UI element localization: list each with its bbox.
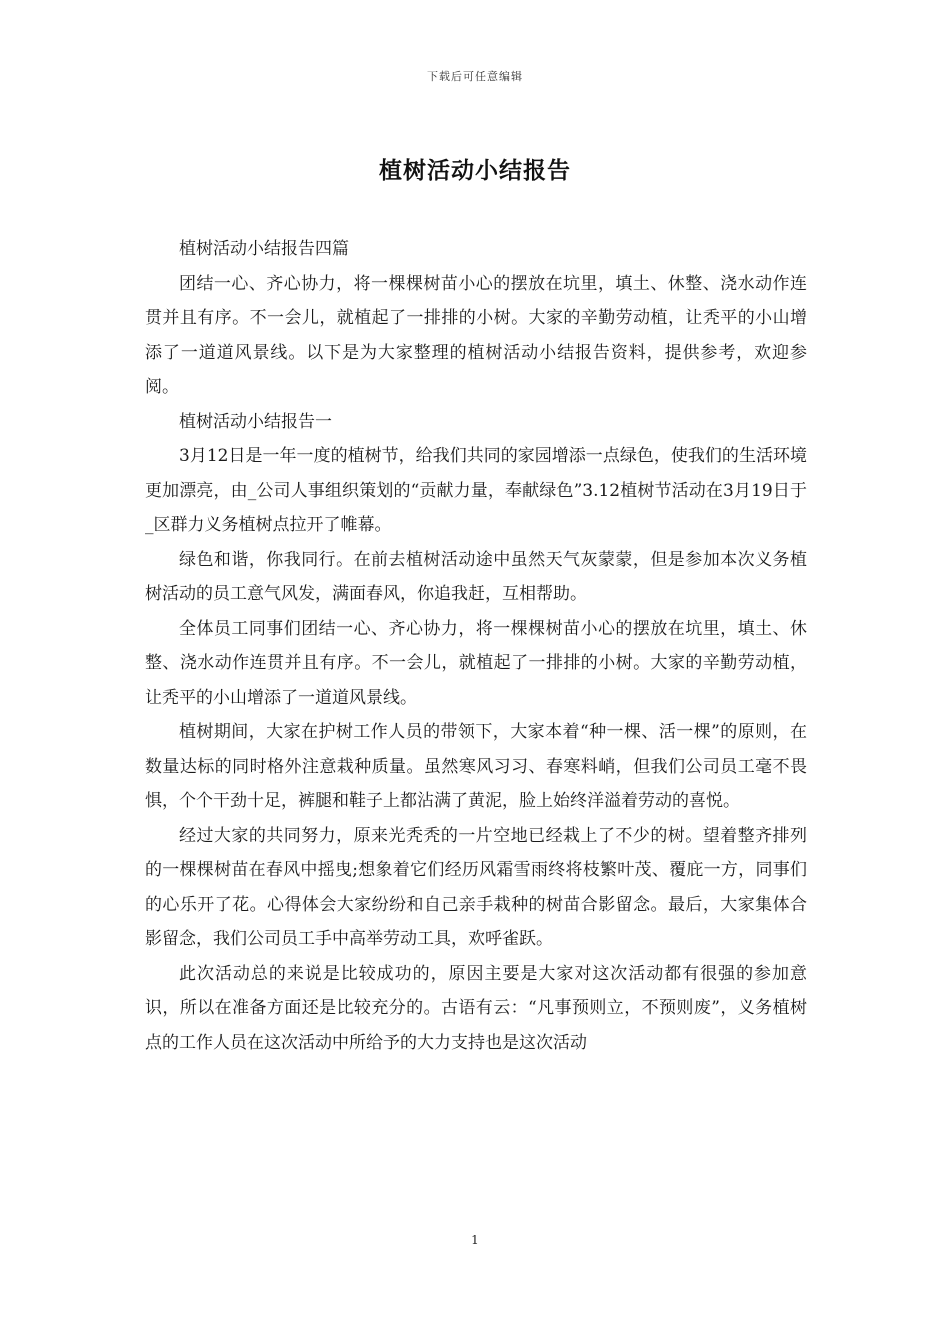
paragraph-teamwork: 全体员工同事们团结一心、齐心协力，将一棵棵树苗小心的摆放在坑里，填土、休整、浇水动作连贯并且有序。不一会儿，就植起了一排排的小树。大家的辛勤劳动植，让秃平的小山增添了一道道风景线。 xyxy=(145,618,807,708)
paragraph-planting-period: 植树期间，大家在护树工作人员的带领下，大家本着“种一棵、活一棵”的原则，在数量达标的同时格外注意栽种质量。虽然寒风习习、春寒料峭，但我们公司员工毫不畏惧，个个干劲十足，裤腿和鞋子上都沾满了黄泥，脸上始终洋溢着劳动的喜悦。 xyxy=(145,722,807,811)
paragraph-results: 经过大家的共同努力，原来光秃秃的一片空地已经栽上了不少的树。望着整齐排列的一棵棵树苗在春风中摇曳;想象着它们经历风霜雪雨终将枝繁叶茂、覆庇一方，同事们的心乐开了花。心得体会大家纷纷和自己亲手栽种的树苗合影留念。最后，大家集体合影留念，我们公司员工手中高举劳动工具，欢呼雀跃。 xyxy=(145,825,807,949)
document-body xyxy=(145,232,807,1060)
paragraph-intro: 团结一心、齐心协力，将一棵棵树苗小心的摆放在坑里，填土、休整、浇水动作连贯并且有序。不一会儿，就植起了一排排的小树。大家的辛勤劳动植，让秃平的小山增添了一道道风景线。以下是为大家整理的植树活动小结报告资料，提供参考，欢迎参阅。 xyxy=(145,273,807,397)
paragraph-summary: 此次活动总的来说是比较成功的，原因主要是大家对这次活动都有很强的参加意识，所以在准备方面还是比较充分的。古语有云：“凡事预则立，不预则废”，义务植树点的工作人员在这次活动中所给予的大力支持也是这次活动 xyxy=(145,963,807,1053)
document-title: 植树活动小结报告 xyxy=(379,157,571,184)
paragraph-subtitle: 植树活动小结报告四篇 xyxy=(179,239,349,259)
page-number: 1 xyxy=(471,1233,479,1247)
paragraph-section-heading: 植树活动小结报告一 xyxy=(179,411,332,432)
header-note: 下载后可任意编辑 xyxy=(427,70,523,83)
paragraph-event-date: 3月12日是一年一度的植树节，给我们共同的家园增添一点绿色，使我们的生活环境更加漂亮，由_公司人事组织策划的“贡献力量，奉献绿色”3.12植树节活动在3月19日于_区群力义务植树点拉开了帷幕。 xyxy=(145,446,807,535)
paragraph-journey: 绿色和谐，你我同行。在前去植树活动途中虽然天气灰蒙蒙，但是参加本次义务植树活动的员工意气风发，满面春风，你追我赶，互相帮助。 xyxy=(145,549,807,604)
